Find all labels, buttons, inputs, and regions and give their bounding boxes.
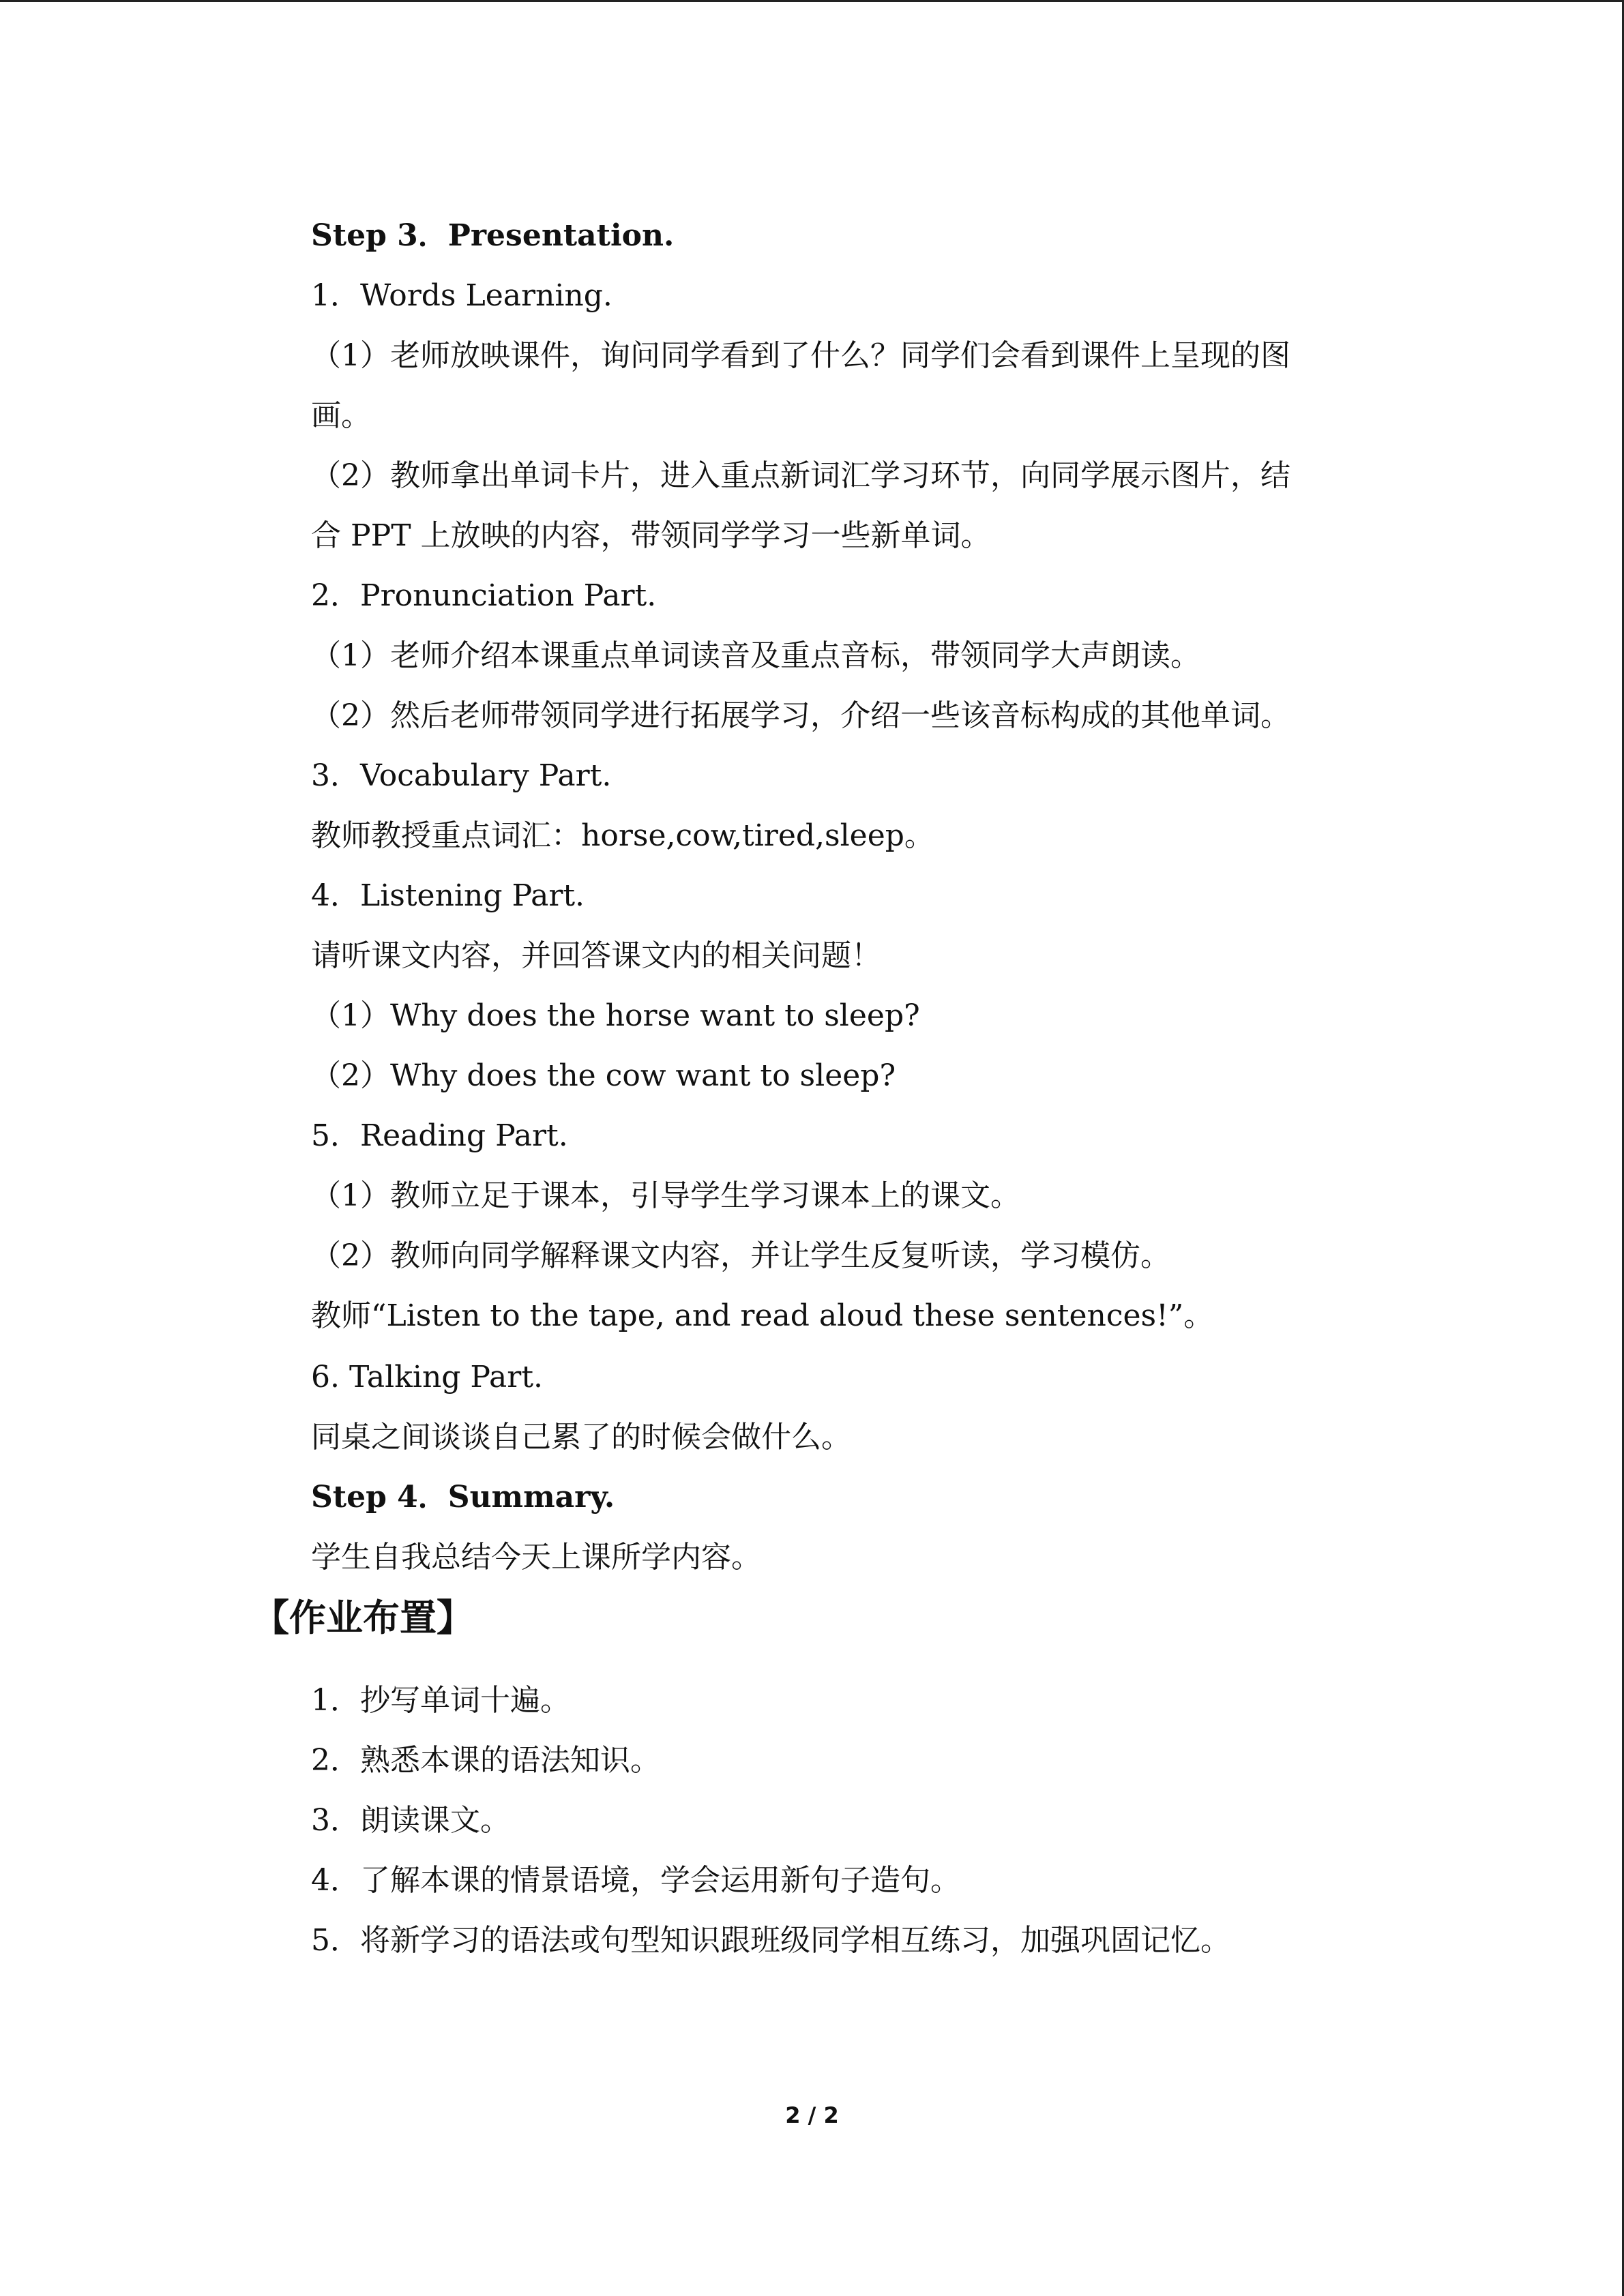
page-number: 2 / 2 <box>785 2102 839 2128</box>
homework-item: 2．熟悉本课的语法知识。 <box>311 1743 660 1778</box>
talking-p1: 同桌之间谈谈自己累了的时候会做什么。 <box>311 1420 851 1455</box>
homework-item: 1．抄写单词十遍。 <box>311 1683 570 1718</box>
pronunciation-p2: （2）然后老师带领同学进行拓展学习，介绍一些该音标构成的其他单词。 <box>311 698 1290 733</box>
listening-question-2: （2）Why does the cow want to sleep? <box>311 1058 896 1093</box>
homework-heading: 【作业布置】 <box>252 1596 473 1639</box>
vocabulary-p1: 教师教授重点词汇：horse,cow,tired,sleep。 <box>311 818 934 853</box>
talking-title: 6. Talking Part. <box>311 1360 543 1395</box>
reading-p1: （1）教师立足于课本，引导学生学习课本上的课文。 <box>311 1178 1020 1213</box>
reading-title: 5．Reading Part. <box>311 1118 568 1153</box>
homework-item: 3．朗读课文。 <box>311 1803 510 1838</box>
listening-title: 4．Listening Part. <box>311 878 585 913</box>
vocabulary-title: 3．Vocabulary Part. <box>311 758 612 793</box>
pronunciation-p1: （1）老师介绍本课重点单词读音及重点音标，带领同学大声朗读。 <box>311 638 1200 673</box>
step4-title: Step 4．Summary. <box>311 1480 615 1515</box>
words-learning-p2-line2: 合 PPT 上放映的内容，带领同学学习一些新单词。 <box>311 518 991 553</box>
reading-p3: 教师“Listen to the tape, and read aloud these sentences!”。 <box>311 1298 1214 1333</box>
pronunciation-title: 2．Pronunciation Part. <box>311 578 657 613</box>
listening-p1: 请听课文内容，并回答课文内的相关问题！ <box>311 938 881 973</box>
listening-question-1: （1）Why does the horse want to sleep? <box>311 998 920 1033</box>
words-learning-title: 1．Words Learning. <box>311 278 612 313</box>
step3-title: Step 3．Presentation. <box>311 218 675 253</box>
step4-p1: 学生自我总结今天上课所学内容。 <box>311 1540 761 1575</box>
homework-item: 5．将新学习的语法或句型知识跟班级同学相互练习，加强巩固记忆。 <box>311 1923 1230 1958</box>
words-learning-p2-line1: （2）教师拿出单词卡片，进入重点新词汇学习环节，向同学展示图片，结 <box>311 458 1290 493</box>
words-learning-p1-line1: （1）老师放映课件，询问同学看到了什么？同学们会看到课件上呈现的图 <box>311 338 1290 373</box>
homework-item: 4．了解本课的情景语境，学会运用新句子造句。 <box>311 1863 960 1898</box>
words-learning-p1-line2: 画。 <box>311 398 371 433</box>
reading-p2: （2）教师向同学解释课文内容，并让学生反复听读，学习模仿。 <box>311 1238 1170 1273</box>
